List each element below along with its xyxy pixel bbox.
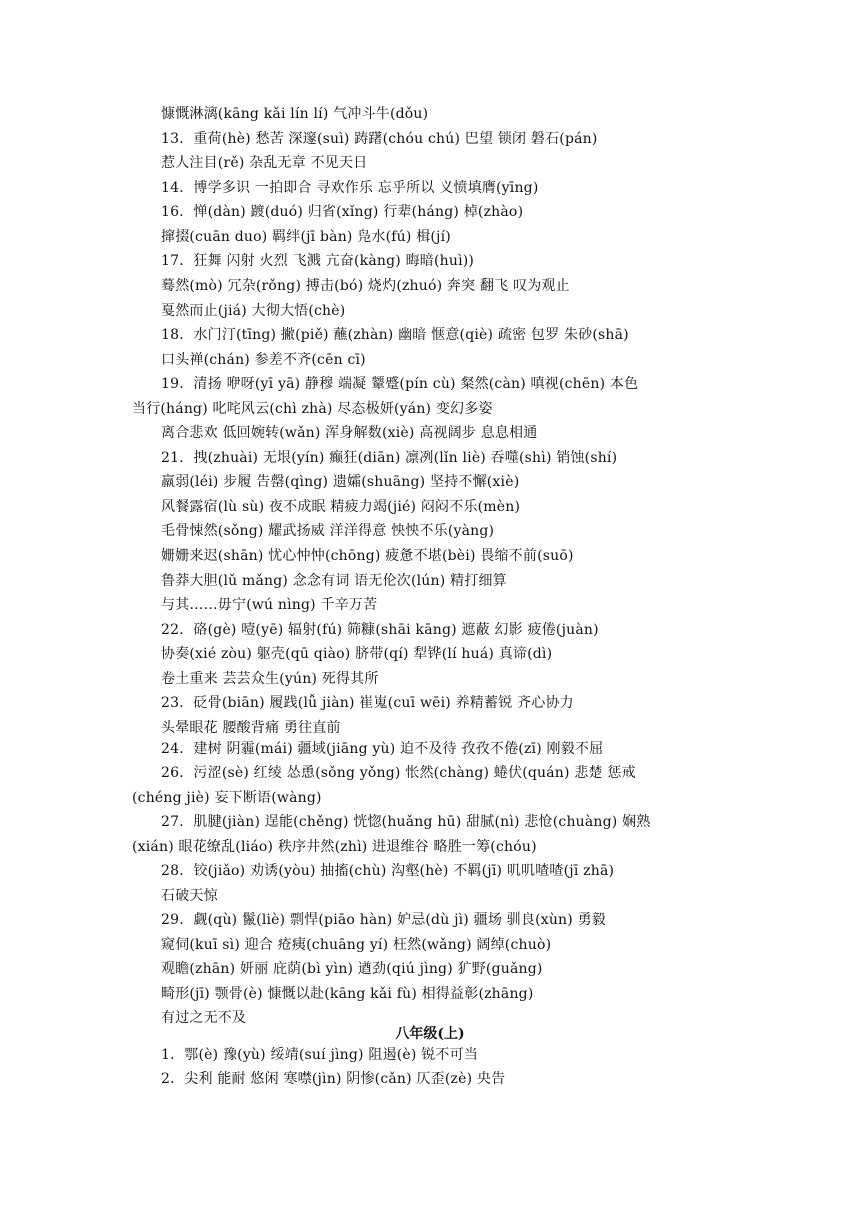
text-line: 29．觑(qù) 鬣(liè) 剽悍(piāo hàn) 妒忌(dù jì) 疆场 驯良(xùn) 勇毅 — [161, 912, 606, 928]
text-line: 头晕眼花 腰酸背痛 勇往直前 — [161, 720, 341, 736]
text-line: 协奏(xié zòu) 躯壳(qū qiào) 脐带(qí) 犁铧(lí huá) 真谛(dì) — [161, 646, 553, 662]
text-line: 观瞻(zhān) 妍丽 庇荫(bì yìn) 遒劲(qiú jìng) 犷野(guǎng) — [161, 961, 543, 977]
section-heading: 八年级(上) — [395, 1026, 465, 1042]
text-line: 21．拽(zhuài) 无垠(yín) 癫狂(diān) 凛冽(lǐn liè) 吞噬(shì) 销蚀(shí) — [161, 450, 618, 466]
text-line: 羸弱(léi) 步履 告罄(qìng) 遗孀(shuāng) 坚持不懈(xiè) — [161, 474, 520, 490]
text-line: 2．尖利 能耐 悠闲 寒噤(jìn) 阴惨(cǎn) 仄歪(zè) 央告 — [161, 1071, 506, 1087]
text-line: 有过之无不及 — [161, 1010, 247, 1026]
text-line: 戛然而止(jiá) 大彻大悟(chè) — [161, 303, 346, 319]
text-line: 当行(háng) 叱咤风云(chì zhà) 尽态极妍(yán) 变幻多姿 — [132, 401, 493, 417]
text-line: 风餐露宿(lù sù) 夜不成眠 精疲力竭(jié) 闷闷不乐(mèn) — [161, 499, 521, 515]
text-line: 鲁莽大胆(lǔ mǎng) 念念有词 语无伦次(lún) 精打细算 — [161, 573, 507, 589]
text-line: 与其……毋宁(wú nìng) 千辛万苦 — [161, 597, 378, 613]
text-line: 惹人注目(rě) 杂乱无章 不见天日 — [161, 155, 368, 171]
text-line: 口头禅(chán) 参差不齐(cēn cī) — [161, 352, 366, 368]
text-line: 24．建树 阴霾(mái) 疆域(jiāng yù) 迫不及待 孜孜不倦(zī) 刚毅不屈 — [161, 741, 604, 757]
text-line: 离合悲欢 低回婉转(wǎn) 浑身解数(xiè) 高视阔步 息息相通 — [161, 425, 538, 441]
text-line: 畸形(jī) 颚骨(è) 慷慨以赴(kāng kǎi fù) 相得益彰(zhāng) — [161, 986, 534, 1002]
text-line: 19．清扬 咿呀(yī yā) 静穆 端凝 颦蹙(pín cù) 粲然(càn) 嗔视(chēn) 本色 — [161, 376, 639, 392]
text-line: 慷慨淋漓(kāng kǎi lín lí) 气冲斗牛(dǒu) — [161, 106, 429, 122]
text-line: 26．污涩(sè) 红绫 怂恿(sǒng yǒng) 怅然(chàng) 蜷伏(quán) 悲楚 惩戒 — [161, 765, 636, 781]
text-line: 16．惮(dàn) 踱(duó) 归省(xǐng) 行辈(háng) 棹(zhào) — [161, 204, 524, 220]
text-line: 撺掇(cuān duo) 羁绊(jī bàn) 凫水(fú) 楫(jí) — [161, 229, 451, 245]
text-line: (chéng jiè) 妄下断语(wàng) — [132, 790, 322, 806]
text-line: 蓦然(mò) 冗杂(rǒng) 搏击(bó) 烧灼(zhuó) 奔突 翻飞 叹为观止 — [161, 278, 570, 294]
text-line: 28．铰(jiǎo) 劝诱(yòu) 抽搐(chù) 沟壑(hè) 不羁(jī) 叽叽喳喳(jī zhā) — [161, 863, 615, 879]
text-line: 1．鄂(è) 豫(yù) 绥靖(suí jìng) 阻遏(è) 锐不可当 — [161, 1047, 479, 1063]
text-line: 石破天惊 — [161, 888, 218, 904]
text-line: 23．砭骨(biān) 履践(lǚ jiàn) 崔嵬(cuī wēi) 养精蓄锐 齐心协力 — [161, 695, 574, 711]
text-line: 22．硌(gè) 噎(yē) 辐射(fú) 筛糠(shāi kāng) 遮蔽 幻影 疲倦(juàn) — [161, 622, 599, 638]
text-line: 13．重荷(hè) 愁苦 深邃(suì) 踌躇(chóu chú) 巴望 锁闭 磐石(pán) — [161, 131, 598, 147]
text-line: 18．水门汀(tīng) 撇(piě) 蘸(zhàn) 幽暗 惬意(qiè) 疏密 包罗 朱砂(shā) — [161, 327, 629, 343]
text-line: 姗姗来迟(shān) 忧心忡忡(chōng) 疲惫不堪(bèi) 畏缩不前(suō) — [161, 548, 574, 564]
text-line: 17．狂舞 闪射 火烈 飞溅 亢奋(kàng) 晦暗(huì)) — [161, 253, 475, 269]
text-line: 窥伺(kuī sì) 迎合 疮痍(chuāng yí) 枉然(wǎng) 阔绰(chuò) — [161, 937, 552, 953]
text-line: 27．肌腱(jiàn) 逞能(chěng) 恍惚(huǎng hū) 甜腻(nì) 悲怆(chuàng) 娴熟 — [161, 814, 651, 830]
text-line: (xián) 眼花缭乱(liáo) 秩序井然(zhì) 进退维谷 略胜一筹(chóu) — [132, 839, 537, 855]
text-line: 毛骨悚然(sǒng) 耀武扬威 洋洋得意 怏怏不乐(yàng) — [161, 523, 495, 539]
text-line: 卷土重来 芸芸众生(yún) 死得其所 — [161, 671, 379, 687]
text-line: 14．博学多识 一拍即合 寻欢作乐 忘乎所以 义愤填膺(yīng) — [161, 180, 539, 196]
